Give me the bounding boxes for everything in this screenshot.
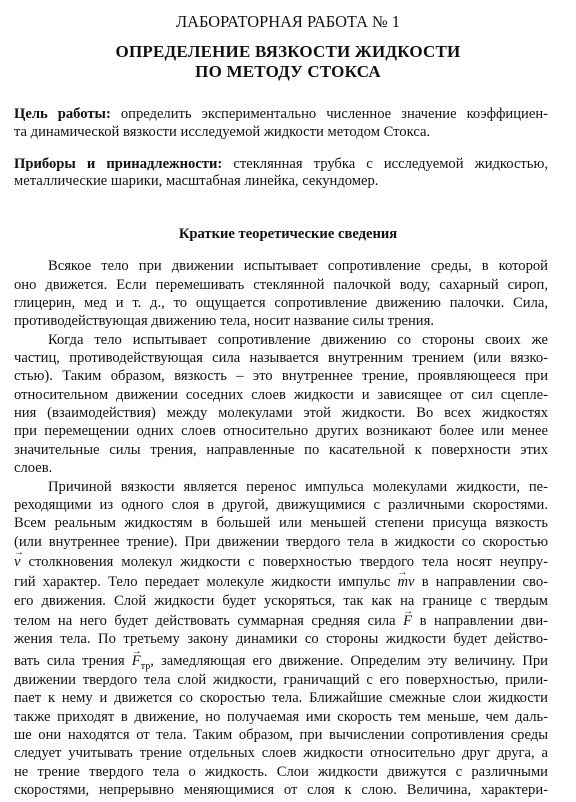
p3-line: также приходят в движение, но получаемая ими скорость тем меньше, чем даль- (14, 708, 548, 725)
goal-line-1 (14, 105, 548, 124)
p3-line-force (14, 612, 548, 631)
p3-line-10-b: , замедляющая его движение. Определим эту величину. При (150, 652, 548, 669)
p3-line-5-text: столкновения молекул жидкости с поверхностью твердого тела носят неупру- (20, 553, 548, 570)
p3-line-8-b: в направлении дви- (412, 612, 549, 629)
equipment-line-2: металлические шарики, масштабная линейка, секундомер. (14, 173, 379, 190)
p3-line: Причиной вязкости является перенос импульса молекулами жидкости, пе- (48, 478, 548, 495)
p2-line: ния (взаимодействия) между молекулами этой жидкости. Во всех жидкостях (14, 405, 548, 421)
p3-line-6-b: в направлении сво- (414, 574, 548, 591)
p3-line: Всем реальным жидкостям в большей или меньшей степени присуща вязкость (14, 515, 548, 532)
p2-line: частиц, противодействующая сила называется внутренним трением (или вязко- (14, 349, 548, 366)
p2-line: относительном движении соседних слоев жидкости и зависящее от сил сцепле- (14, 386, 548, 403)
p3-line: движении твердого тела слой жидкости, граничащий с его поверхностью, прили- (14, 671, 548, 688)
section-title: Краткие теоретические сведения (178, 226, 398, 243)
p3-line: (или внутреннее трение). При движении твердого тела в жидкости со скоростью (14, 533, 548, 550)
p1-line: противодействующая движению тела, носит название силы трения. (14, 313, 434, 330)
equipment-label: Приборы и принадлежности: (14, 155, 223, 172)
p3-line-6-a: гий характер. Тело передает молекуле жидкости импульс (14, 574, 398, 591)
p3-line: не трение твердого тела о жидкость. Слои жидкости движутся с различными (14, 763, 548, 780)
p1-line: оно движется. Если перемешивать стеклянной палочкой воду, сахарный сироп, (14, 276, 548, 293)
p3-line: его движения. Слой жидкости будет ускоряться, так как на границе с твердым (14, 592, 548, 609)
p1-line: глицерин, мед и т. д., то ощущается сопротивление движению палочки. Сила, (14, 294, 548, 311)
p3-line: следует учитывать трение отдельных слоев жидкости относительно друг друга, а (14, 745, 548, 762)
p3-line: скоростями, непрерывно меняющимися от слоя к слою. Величина, характери- (14, 782, 548, 798)
p3-line: пает к нему и движется со скоростью тела. Ближайшие смежные слои жидкости (14, 690, 548, 707)
p2-line: значительные силы трения, направленные по касательной к поверхности этих (14, 441, 548, 458)
goal-text-1: определить экспериментально численное значение коэффициен- (120, 106, 548, 123)
goal-line-2: та динамической вязкости исследуемой жидкости методом Стокса. (14, 123, 431, 140)
equipment-text-1: стеклянная трубка с исследуемой жидкостью, (233, 155, 549, 172)
velocity-symbol: → v (14, 554, 20, 570)
p3-line-velocity (14, 553, 548, 572)
p2-line: при перемещении одних слоев относительно других возникают более или менее (14, 423, 548, 440)
friction-subscript: тр (140, 660, 151, 672)
title-line-1: ОПРЕДЕЛЕНИЕ ВЯЗКОСТИ ЖИДКОСТИ (115, 41, 461, 61)
p2-line: Когда тело испытывает сопротивление движению со стороны своих же (48, 331, 548, 348)
p2-line: стью). Таким образом, вязкость – это внутреннее трение, проявляющееся при (14, 368, 548, 385)
lab-work-header: ЛАБОРАТОРНАЯ РАБОТА № 1 (175, 11, 400, 31)
force-symbol: → F (403, 613, 412, 629)
p3-line: ше они находятся от тела. Таким образом, при вычислении сопротивления среды (14, 726, 548, 743)
friction-force-symbol: → F (132, 653, 141, 669)
goal-label: Цель работы: (14, 106, 111, 123)
equipment-line-1 (14, 155, 548, 174)
p3-line-8-a: телом на него будет действовать суммарная средняя сила (14, 612, 404, 629)
p3-line-10-a: вать сила трения (14, 652, 132, 669)
p1-line: Всякое тело при движении испытывает сопротивление среды, в которой (48, 258, 548, 275)
p2-line: слоев. (14, 460, 53, 477)
p3-line: жения тела. По третьему закону динамики со стороны жидкости будет действо- (14, 631, 548, 648)
title-line-2: ПО МЕТОДУ СТОКСА (195, 61, 381, 81)
p3-line: реходящими из одного слоя в другой, движущимися с различными скоростями. (14, 496, 548, 513)
p3-line-momentum (14, 573, 548, 592)
momentum-symbol: → mv (397, 574, 414, 590)
